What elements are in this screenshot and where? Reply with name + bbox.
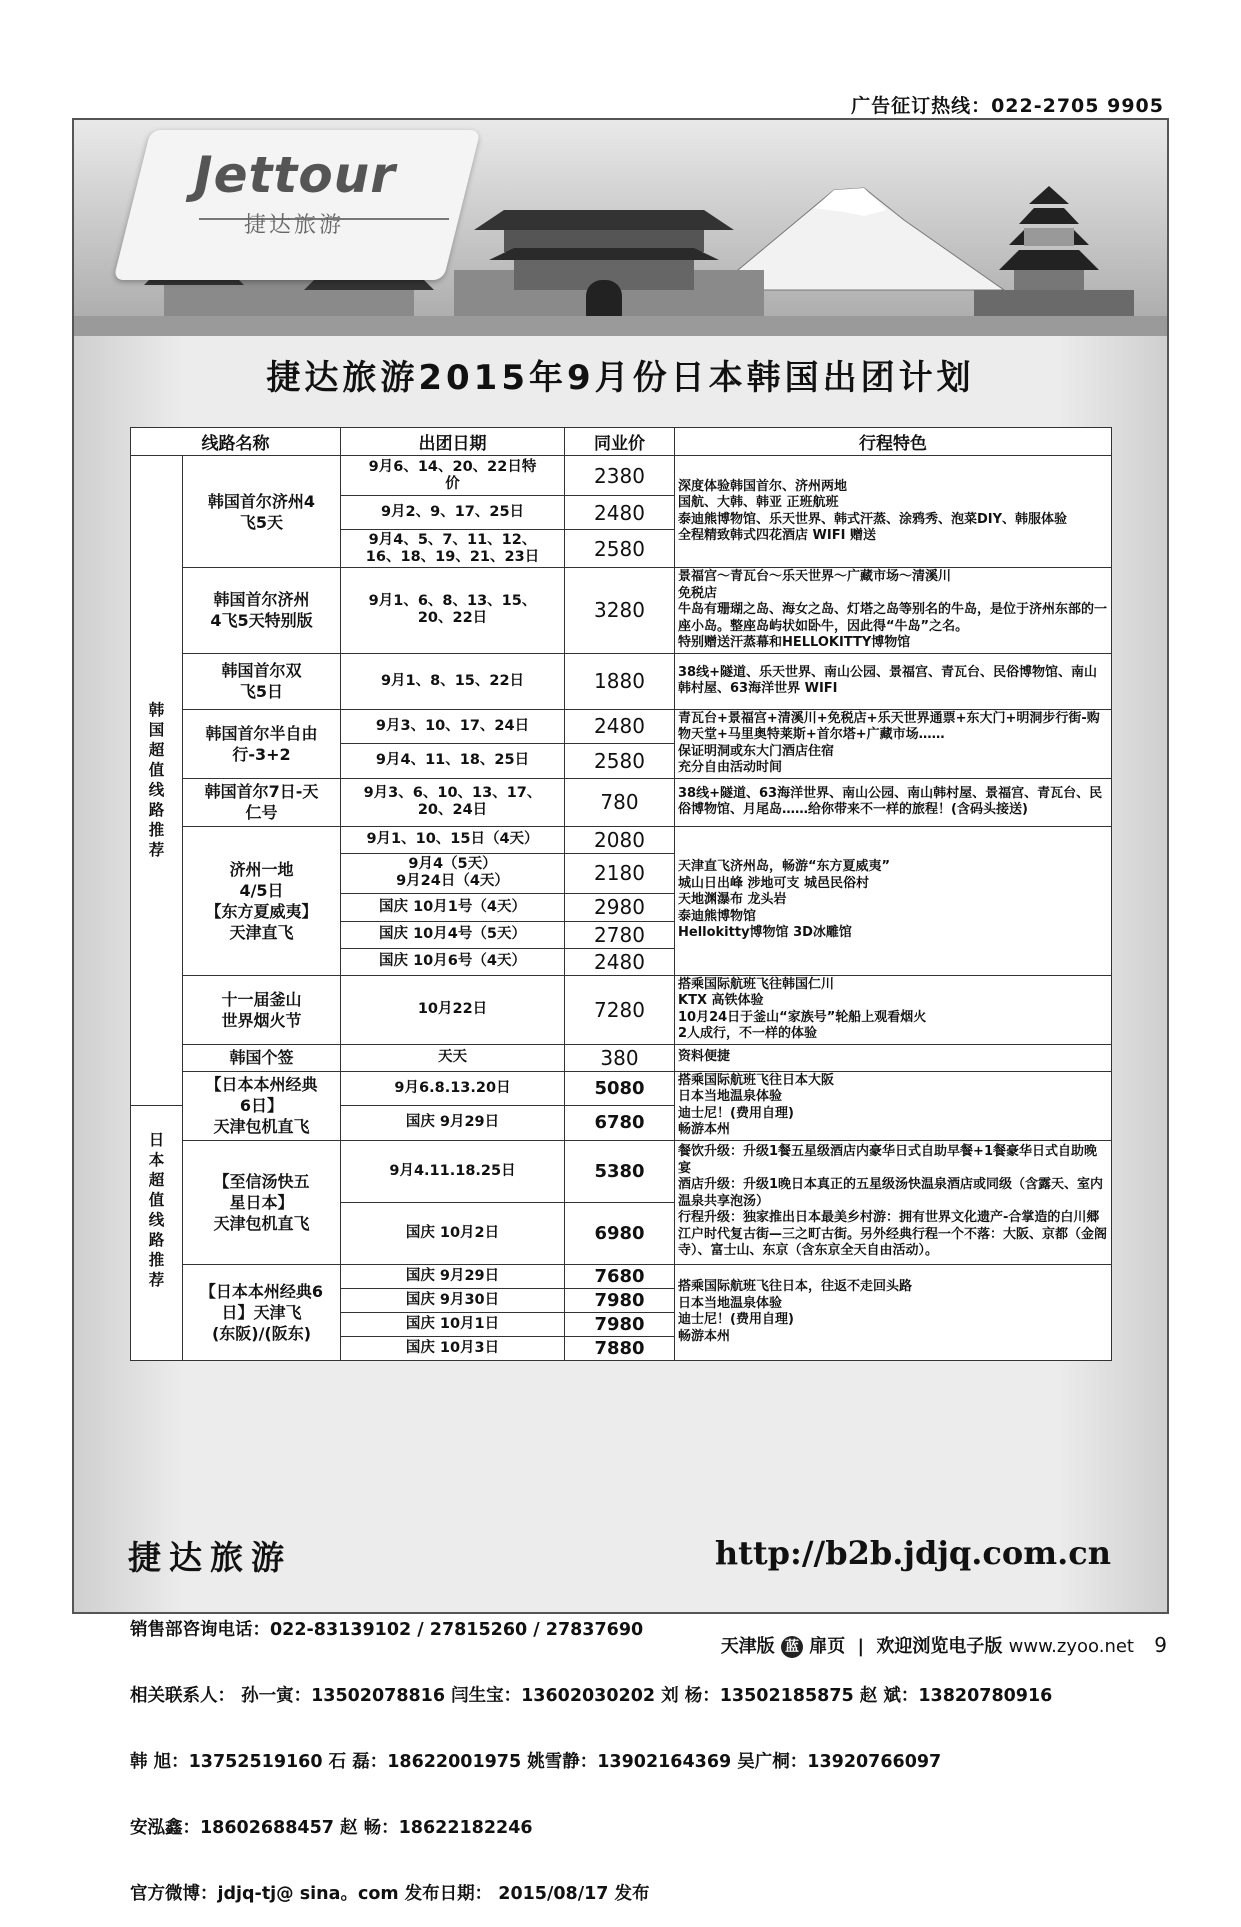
table-row (131, 826, 1112, 853)
header-date: 出团日期 (341, 428, 565, 456)
footer-site-link[interactable]: www.zyoo.net (1008, 1636, 1134, 1657)
departure-date: 10月22日 (341, 975, 565, 1044)
price: 2180 (565, 853, 675, 893)
departure-date: 国庆 10月1日 (341, 1312, 565, 1336)
price: 2780 (565, 921, 675, 948)
route-name: 十一届釜山世界烟火节 (183, 975, 341, 1044)
route-features: 搭乘国际航班飞往韩国仁川 KTX 高铁体验 10月24日于釜山“家族号”轮船上观看烟火 2人成行，不一样的体验 (675, 975, 1112, 1044)
price: 1880 (565, 653, 675, 709)
departure-date: 国庆 9月29日 (341, 1105, 565, 1140)
price: 7980 (565, 1312, 675, 1336)
departure-date: 9月1、8、15、22日 (341, 653, 565, 709)
departure-date: 9月6.8.13.20日 (341, 1071, 565, 1105)
logo-chinese-name: 捷达旅游 (244, 213, 345, 238)
table-row (131, 1071, 1112, 1105)
tour-plan-table (130, 427, 1112, 1361)
departure-date: 9月4、5、7、11、12、16、18、19、21、23日 (341, 530, 565, 568)
price: 7680 (565, 1264, 675, 1288)
price: 7280 (565, 975, 675, 1044)
table-row (131, 456, 1112, 496)
contacts-line: 相关联系人： 孙一寅：13502078816 闫生宝：13602030202 刘 杨：13502185875 赵 斌：13820780916 (130, 1686, 1053, 1706)
route-name: 韩国首尔双飞5日 (183, 653, 341, 709)
contacts-line: 韩 旭：13752519160 石 磊：18622001975 姚雪静：13902164369 吴广桐：13920766097 (130, 1752, 942, 1772)
route-features: 青瓦台+景福宫+清溪川+免税店+乐天世界通票+东大门+明洞步行街-购物天堂+马里奥特莱斯+首尔塔+广藏市场…… 保证明洞或东大门酒店住宿 充分自由活动时间 (675, 709, 1112, 778)
price: 7880 (565, 1336, 675, 1360)
route-features: 天津直飞济州岛，畅游“东方夏威夷” 城山日出峰 涉地可支 城邑民俗村 天地渊瀑布 龙头岩 泰迪熊博物馆 Hellokitty博物馆 3D冰雕馆 (675, 826, 1112, 975)
departure-date: 国庆 10月6号（4天） (341, 948, 565, 975)
price: 2080 (565, 826, 675, 853)
price: 5380 (565, 1140, 675, 1202)
table-row (131, 1140, 1112, 1202)
table-header-row (131, 428, 1112, 456)
header-features: 行程特色 (675, 428, 1112, 456)
route-features: 深度体验韩国首尔、济州两地 国航、大韩、韩亚 正班航班 泰迪熊博物馆、乐天世界、韩式汗蒸、涂鸦秀、泡菜DIY、韩服体验 全程精致韩式四花酒店 WIFI 赠送 (675, 456, 1112, 568)
contacts-line: 安泓鑫：18602688457 赵 畅：18622182246 (130, 1818, 533, 1838)
section-label: 扉页 (809, 1636, 846, 1657)
sales-phone: 销售部咨询电话：022-83139102 / 27815260 / 27837690 (130, 1620, 644, 1640)
welcome-text: 欢迎浏览电子版 (876, 1636, 1003, 1657)
category-korea: 韩国超值线路推荐 (131, 456, 183, 1106)
route-name: 韩国首尔济州4飞5天 (183, 456, 341, 568)
brand-name-bottom: 捷达旅游 (128, 1538, 292, 1577)
departure-date: 9月6、14、20、22日特价 (341, 456, 565, 496)
route-features: 资料便捷 (675, 1044, 1112, 1071)
price: 6980 (565, 1202, 675, 1264)
departure-date: 国庆 10月4号（5天） (341, 921, 565, 948)
table-row (131, 709, 1112, 744)
route-name: 韩国个签 (183, 1044, 341, 1071)
departure-date: 9月4.11.18.25日 (341, 1140, 565, 1202)
page-footer (721, 1632, 1167, 1658)
route-name: 韩国首尔半自由行-3+2 (183, 709, 341, 778)
departure-date: 9月4、11、18、25日 (341, 744, 565, 779)
price: 780 (565, 778, 675, 826)
route-name: 【日本本州经典6日】天津飞 (东阪)/(阪东) (183, 1264, 341, 1360)
departure-date: 9月3、10、17、24日 (341, 709, 565, 744)
table-row (131, 1264, 1112, 1288)
route-features: 38线+隧道、63海洋世界、南山公园、南山韩村屋、景福宫、青瓦台、民俗博物馆、月尾岛……给你带来不一样的旅程！(含码头接送) (675, 778, 1112, 826)
route-features: 搭乘国际航班飞往日本，往返不走回头路 日本当地温泉体验 迪士尼！(费用自理) 畅游本州 (675, 1264, 1112, 1360)
price: 2580 (565, 530, 675, 568)
price: 2580 (565, 744, 675, 779)
price: 2480 (565, 948, 675, 975)
departure-date: 9月3、6、10、13、17、20、24日 (341, 778, 565, 826)
website-url[interactable]: http://b2b.jdjq.com.cn (714, 1534, 1111, 1572)
page-number: 9 (1154, 1633, 1167, 1657)
table-row (131, 1044, 1112, 1071)
price: 5080 (565, 1071, 675, 1105)
page-frame (72, 118, 1169, 1614)
route-features: 搭乘国际航班飞往日本大阪 日本当地温泉体验 迪士尼！(费用自理) 畅游本州 (675, 1071, 1112, 1140)
route-features: 餐饮升级：升级1餐五星级酒店内豪华日式自助早餐+1餐豪华日式自助晚宴 酒店升级：升级1晚日本真正的五星级汤快温泉酒店或同级（含露天、室内温泉共享泡汤） 行程升级：独家推出日本最美乡村游：拥有世界文化遗产-合掌造的白川郷江户时代复古街—三之町古街。另外经典行程一个不落：大阪、京都（金阁寺）、富士山、东京（含东京全天自由活动）。 (675, 1140, 1112, 1264)
route-name: 济州一地 4/5日 【东方夏威夷】 天津直飞 (183, 826, 341, 975)
page-title: 捷达旅游2015年9月份日本韩国出团计划 (266, 358, 975, 398)
departure-date: 9月4（5天） 9月24日（4天） (341, 853, 565, 893)
weibo-and-date: 官方微博：jdjq-tj@ sina。com 发布日期： 2015/08/17 发布 (130, 1884, 650, 1904)
header-price: 同业价 (565, 428, 675, 456)
departure-date: 国庆 10月1号（4天） (341, 893, 565, 921)
price: 7980 (565, 1288, 675, 1312)
price: 3280 (565, 568, 675, 654)
footer-divider: | (857, 1636, 865, 1657)
contact-info (130, 1575, 1150, 1927)
price: 380 (565, 1044, 675, 1071)
price: 2980 (565, 893, 675, 921)
banner (74, 120, 1167, 336)
table-row (131, 975, 1112, 1044)
departure-date: 国庆 9月30日 (341, 1288, 565, 1312)
route-name: 【日本本州经典6日】 天津包机直飞 (183, 1071, 341, 1140)
price: 6780 (565, 1105, 675, 1140)
route-name: 【至信汤快五星日本】 天津包机直飞 (183, 1140, 341, 1264)
price: 2480 (565, 709, 675, 744)
route-features: 景福宫～青瓦台～乐天世界～广藏市场～清溪川 免税店 牛岛有珊瑚之岛、海女之岛、灯塔之岛等别名的牛岛，是位于济州东部的一座小岛。整座岛屿状如卧牛，因此得“牛岛”之名。 特别赠送汗蒸幕和HELLOKITTY博物馆 (675, 568, 1112, 654)
route-name: 韩国首尔7日-天仁号 (183, 778, 341, 826)
departure-date: 国庆 9月29日 (341, 1264, 565, 1288)
edition-label: 天津版 (720, 1636, 775, 1657)
departure-date: 天天 (341, 1044, 565, 1071)
departure-date: 9月1、10、15日（4天） (341, 826, 565, 853)
category-japan: 日本超值线路推荐 (131, 1105, 183, 1360)
table-row (131, 568, 1112, 654)
header-route: 线路名称 (131, 428, 341, 456)
table-row (131, 778, 1112, 826)
departure-date: 国庆 10月3日 (341, 1336, 565, 1360)
price: 2380 (565, 456, 675, 496)
ad-hotline: 广告征订热线：022-2705 9905 (851, 95, 1164, 117)
price: 2480 (565, 496, 675, 530)
route-name: 韩国首尔济州4飞5天特别版 (183, 568, 341, 654)
edition-badge-icon: 蓝 (781, 1636, 803, 1658)
route-features: 38线+隧道、乐天世界、南山公园、景福宫、青瓦台、民俗博物馆、南山韩村屋、63海洋世界 WIFI (675, 653, 1112, 709)
departure-date: 9月2、9、17、25日 (341, 496, 565, 530)
departure-date: 国庆 10月2日 (341, 1202, 565, 1264)
departure-date: 9月1、6、8、13、15、20、22日 (341, 568, 565, 654)
logo-wordmark: Jettour (194, 146, 396, 204)
table-row (131, 653, 1112, 709)
